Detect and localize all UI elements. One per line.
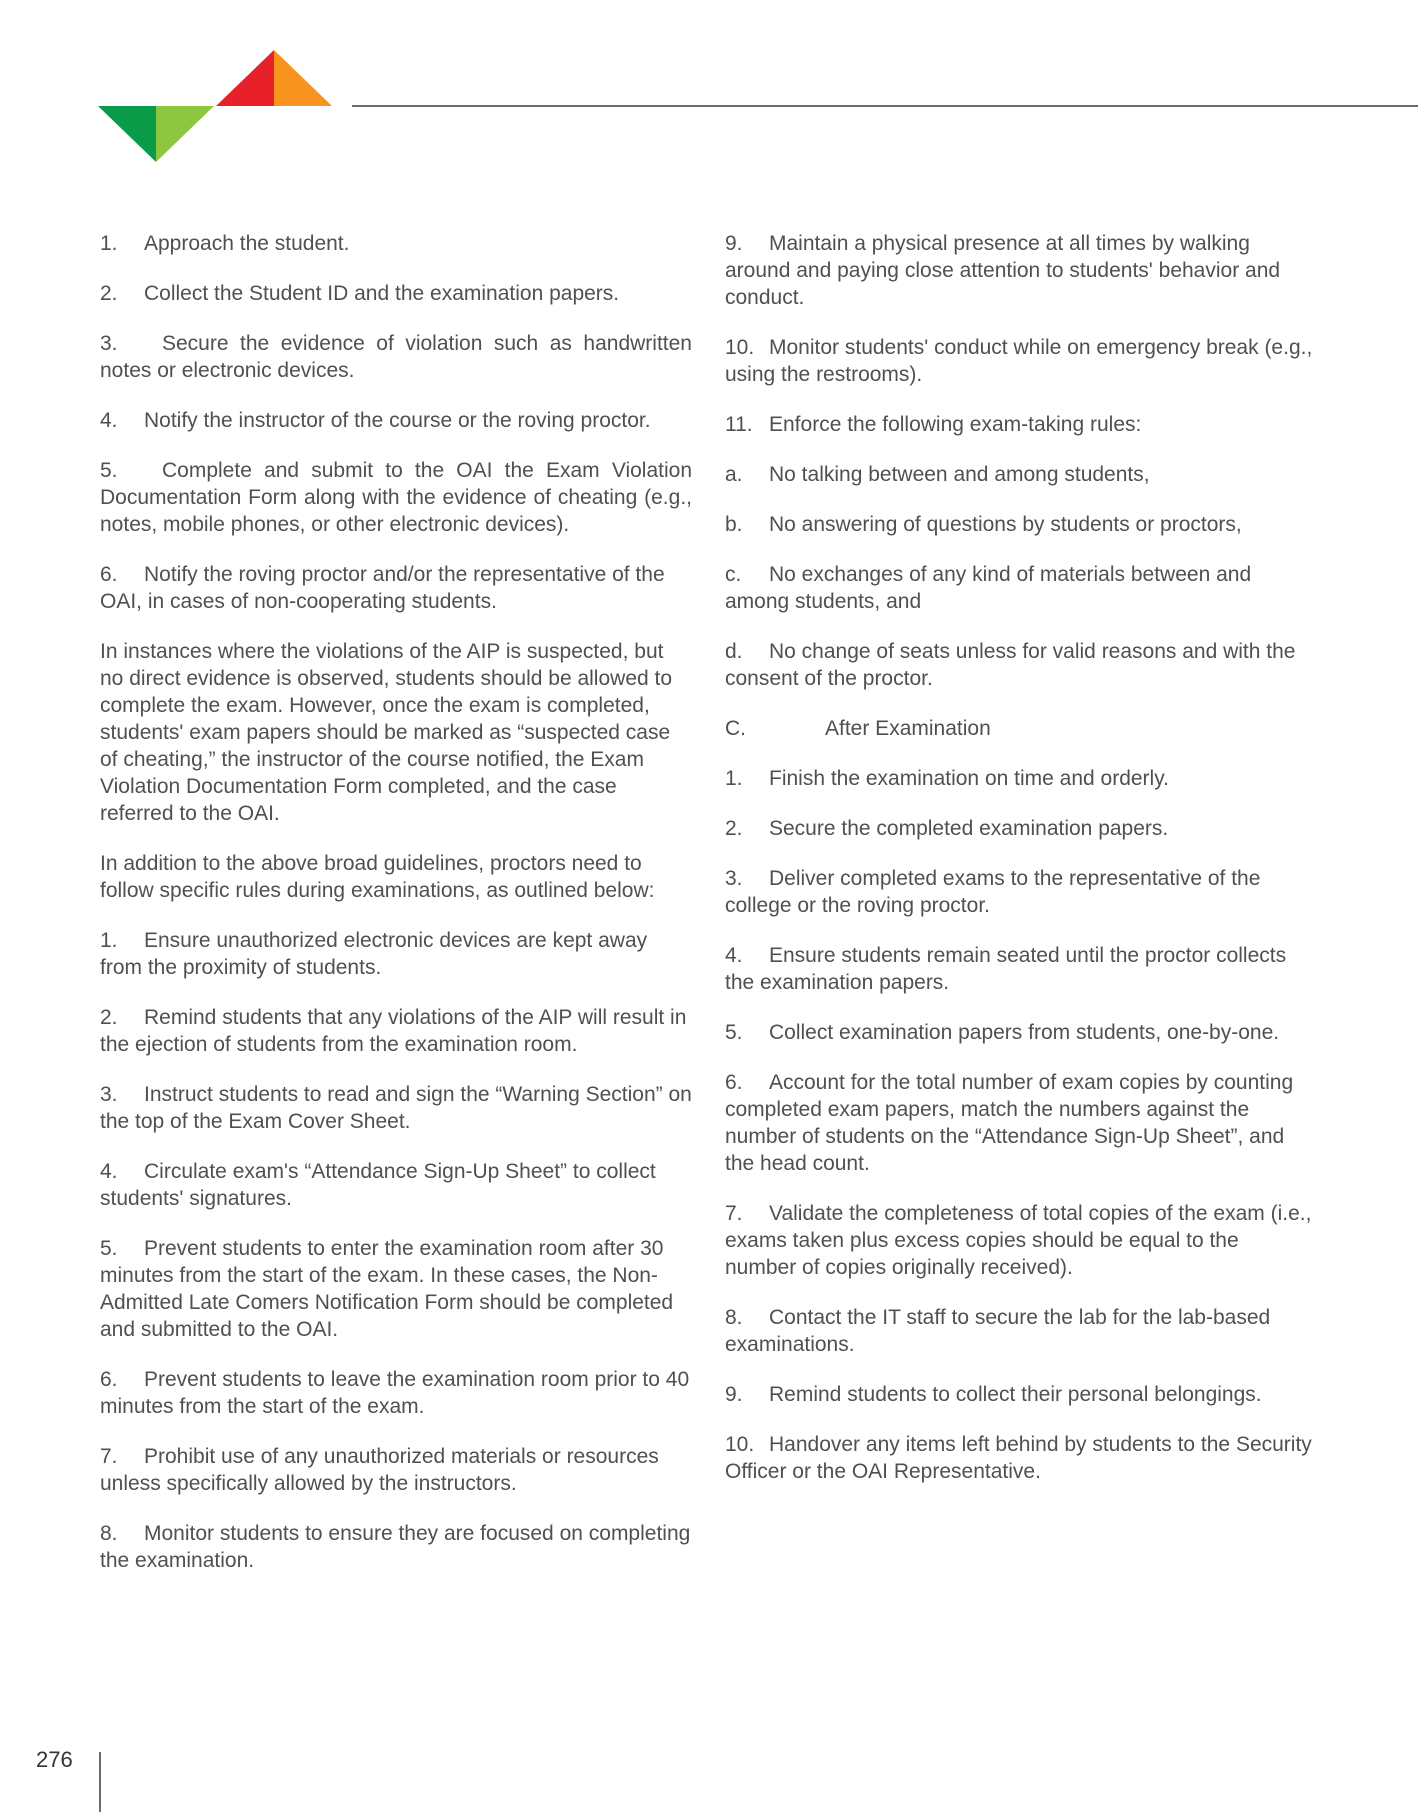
logo-triangle-green-light xyxy=(156,106,214,162)
step-b2: 2. Remind students that any violations of the AIP will result in the ejection of students from the examination room. xyxy=(100,1006,687,1056)
step-b9: 9. Maintain a physical presence at all times by walking around and paying close attention to students' behavior and conduct. xyxy=(725,232,1281,309)
footer-rule xyxy=(99,1752,101,1812)
brand-logo xyxy=(98,50,334,162)
step-c9: 9. Remind students to collect their personal belongings. xyxy=(725,1383,1262,1406)
step-a5: 5. Complete and submit to the OAI the Exam Violation Documentation Form along with the evidence of cheating (e.g., notes, mobile phones, or other electronic devices). xyxy=(100,459,692,536)
step-b10: 10. Monitor students' conduct while on emergency break (e.g., using the restrooms). xyxy=(725,336,1313,386)
logo-triangle-red xyxy=(216,50,274,106)
paragraph-suspected: In instances where the violations of the AIP is suspected, but no direct evidence is observed, students should be allowed to complete the exam. However, once the exam is completed, students' exam papers should be marked as “suspected case of cheating,” the instructor of the course notified, the Exam Violation Documentation Form completed, and the case referred to the OAI. xyxy=(100,640,673,825)
step-b3: 3. Instruct students to read and sign the “Warning Section” on the top of the Exam Cover Sheet. xyxy=(100,1083,692,1133)
step-a1: 1. Approach the student. xyxy=(100,232,350,255)
header-rule xyxy=(352,105,1418,107)
page-number: 276 xyxy=(36,1747,73,1772)
step-b4: 4. Circulate exam's “Attendance Sign-Up Sheet” to collect students' signatures. xyxy=(100,1160,656,1210)
section-c-heading: C. After Examination xyxy=(725,717,991,740)
paragraph-rules: In addition to the above broad guidelines, proctors need to follow specific rules during examinations, as outlined below: xyxy=(100,852,655,902)
step-b11: 11. Enforce the following exam-taking rules: xyxy=(725,413,1142,436)
step-a4: 4. Notify the instructor of the course or the roving proctor. xyxy=(100,409,651,432)
step-b8: 8. Monitor students to ensure they are focused on completing the examination. xyxy=(100,1522,691,1572)
step-c7: 7. Validate the completeness of total copies of the exam (i.e., exams taken plus excess copies should be equal to the number of copies originally received). xyxy=(725,1202,1312,1279)
logo-triangle-green-dark xyxy=(98,106,156,162)
step-c4: 4. Ensure students remain seated until the proctor collects the examination papers. xyxy=(725,944,1287,994)
rule-d: d. No change of seats unless for valid reasons and with the consent of the proctor. xyxy=(725,640,1296,690)
step-c5: 5. Collect examination papers from students, one-by-one. xyxy=(725,1021,1280,1044)
right-column xyxy=(725,230,1315,1508)
step-c2: 2. Secure the completed examination papers. xyxy=(725,817,1169,840)
left-column xyxy=(100,230,692,1597)
step-b6: 6. Prevent students to leave the examination room prior to 40 minutes from the start of the exam. xyxy=(100,1368,690,1418)
rule-b: b. No answering of questions by students or proctors, xyxy=(725,513,1242,536)
rule-a: a. No talking between and among students, xyxy=(725,463,1150,486)
step-a2: 2. Collect the Student ID and the examination papers. xyxy=(100,282,620,305)
step-c1: 1. Finish the examination on time and orderly. xyxy=(725,767,1169,790)
logo-triangle-orange xyxy=(274,50,332,106)
step-a3: 3. Secure the evidence of violation such as handwritten notes or electronic devices. xyxy=(100,332,692,382)
step-c10: 10. Handover any items left behind by students to the Security Officer or the OAI Representative. xyxy=(725,1433,1312,1483)
rule-c: c. No exchanges of any kind of materials between and among students, and xyxy=(725,563,1252,613)
step-b1: 1. Ensure unauthorized electronic devices are kept away from the proximity of students. xyxy=(100,929,648,979)
step-c3: 3. Deliver completed exams to the representative of the college or the roving proctor. xyxy=(725,867,1261,917)
step-b5: 5. Prevent students to enter the examination room after 30 minutes from the start of the exam. In these cases, the Non-Admitted Late Comers Notification Form should be completed and submitted to the OAI. xyxy=(100,1237,674,1341)
step-b7: 7. Prohibit use of any unauthorized materials or resources unless specifically allowed by the instructors. xyxy=(100,1445,659,1495)
step-c8: 8. Contact the IT staff to secure the lab for the lab-based examinations. xyxy=(725,1306,1271,1356)
step-c6: 6. Account for the total number of exam copies by counting completed exam papers, match the numbers against the number of students on the “Attendance Sign-Up Sheet”, and the head count. xyxy=(725,1071,1294,1175)
step-a6: 6. Notify the roving proctor and/or the representative of the OAI, in cases of non-cooperating students. xyxy=(100,563,665,613)
